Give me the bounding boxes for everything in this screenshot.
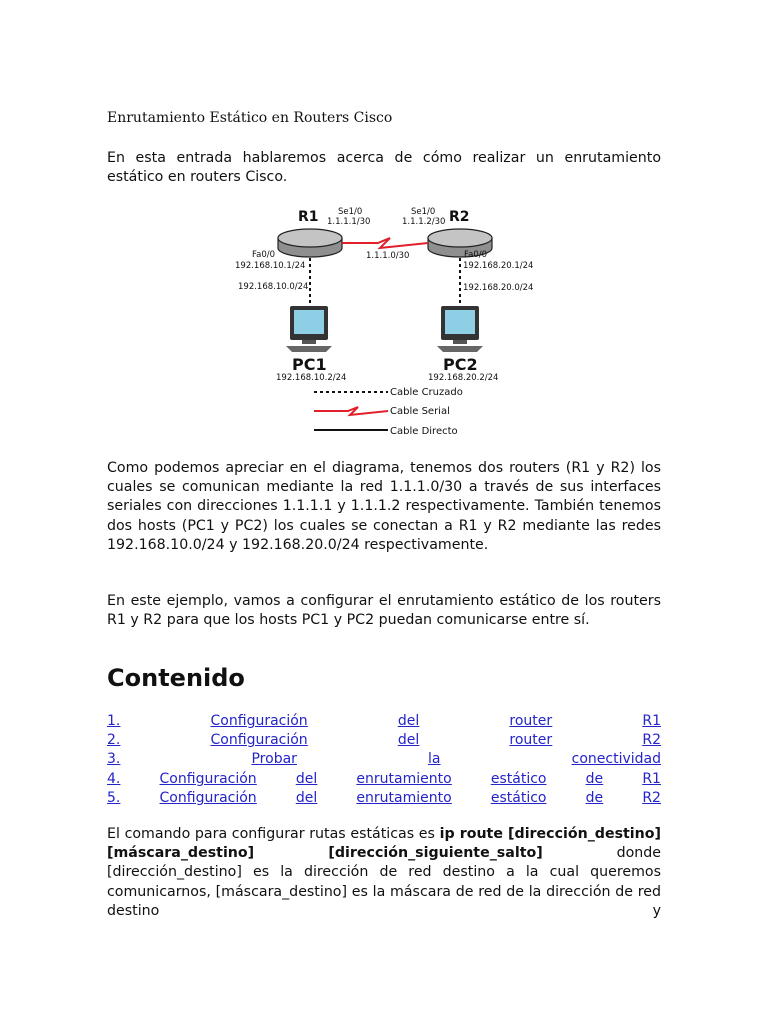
legend-serial-line [314, 407, 388, 415]
toc-link-word: del [295, 770, 318, 787]
r2-lan-net: 192.168.20.0/24 [463, 283, 534, 293]
toc-link-word: estático [490, 789, 547, 806]
command-paragraph [107, 825, 661, 921]
r1-label: R1 [298, 209, 319, 225]
contenido-heading: Contenido [107, 664, 245, 692]
toc-link-word: R2 [642, 789, 661, 806]
toc-link-2[interactable] [107, 731, 661, 750]
toc-link-word: Configuración [159, 789, 257, 806]
r2-serial-if: Se1/0 [411, 207, 436, 217]
r2-fa-ip: 192.168.20.1/24 [463, 261, 534, 271]
toc-link-word: de [585, 770, 604, 787]
toc-link-word: R2 [642, 732, 661, 749]
document-title: Enrutamiento Estático en Routers Cisco [107, 110, 393, 126]
toc-link-word: enrutamiento [356, 789, 452, 806]
toc-link-word: Configuración [159, 770, 257, 787]
pc1-ip: 192.168.10.2/24 [276, 373, 347, 383]
toc-link-word: 2. [107, 732, 121, 749]
toc-link-word: Configuración [210, 713, 308, 729]
table-of-contents [107, 712, 661, 808]
toc-link-word: R1 [642, 713, 661, 729]
toc-link-word: la [428, 751, 441, 768]
r1-serial-if: Se1/0 [338, 207, 363, 217]
toc-link-word: del [295, 789, 318, 806]
toc-link-word: 3. [107, 751, 121, 768]
example-paragraph: En este ejemplo, vamos a configurar el enrutamiento estático de los routers R1 y R2 para que los hosts PC1 y PC2 puedan comunicarse entre sí. [107, 593, 661, 629]
toc-link-word: enrutamiento [356, 770, 452, 787]
toc-link-word: Probar [251, 751, 297, 768]
toc-link-word: router [509, 713, 553, 729]
pc1-icon [286, 306, 332, 352]
command-syntax: ip route [dirección_destino] [máscara_destino] [dirección_siguiente_salto] [107, 826, 661, 862]
r2-fa-if: Fa0/0 [464, 250, 487, 260]
legend-serial-label: Cable Serial [390, 406, 450, 417]
toc-link-word: del [397, 713, 420, 729]
toc-link-3[interactable] [107, 750, 661, 769]
r1-fa-if: Fa0/0 [252, 250, 275, 260]
intro-paragraph: En esta entrada hablaremos acerca de cómo realizar un enrutamiento estático en routers Cisco. [107, 150, 661, 186]
toc-link-word: router [509, 732, 553, 749]
command-explanation-text: donde [dirección_destino] es la dirección de red destino a la cual queremos comunicarnos, [máscara_destino] es la máscara de red de la dirección de red destino y [107, 845, 661, 919]
legend-cruzado-label: Cable Cruzado [390, 387, 463, 398]
toc-link-word: R1 [642, 770, 661, 787]
toc-link-word: 4. [107, 770, 121, 787]
toc-link-word: Configuración [210, 732, 308, 749]
toc-link-word: 1. [107, 713, 121, 729]
r1-serial-ip: 1.1.1.1/30 [327, 217, 371, 227]
r2-label: R2 [449, 209, 470, 225]
toc-link-word: de [585, 789, 604, 806]
pc2-label: PC2 [443, 355, 478, 374]
toc-link-word: del [397, 732, 420, 749]
command-intro-text: El comando para configurar rutas estáticas es [107, 826, 440, 842]
toc-link-word: estático [490, 770, 547, 787]
toc-link-word: 5. [107, 789, 121, 806]
pc2-icon [437, 306, 483, 352]
diagram-description-paragraph: Como podemos apreciar en el diagrama, tenemos dos routers (R1 y R2) los cuales se comunican mediante la red 1.1.1.0/30 a través de sus interfaces seriales con direcciones 1.1.1.1 y 1.1.1.2 respectivamente. También tenemos dos hosts (PC1 y PC2) los cuales se conectan a R1 y R2 mediante las redes 192.168.10.0/24 y 192.168.20.0/24 respectivamente. [107, 460, 661, 553]
r1-lan-net: 192.168.10.0/24 [238, 282, 309, 292]
toc-link-word: conectividad [571, 751, 661, 768]
router-r1-icon [278, 229, 342, 257]
pc2-ip: 192.168.20.2/24 [428, 373, 499, 383]
serial-link [342, 238, 428, 248]
toc-link-1[interactable] [107, 712, 661, 731]
r2-serial-ip: 1.1.1.2/30 [402, 217, 446, 227]
pc1-label: PC1 [292, 355, 327, 374]
legend-directo-label: Cable Directo [390, 426, 458, 437]
toc-link-4[interactable] [107, 770, 661, 789]
r1-fa-ip: 192.168.10.1/24 [235, 261, 306, 271]
toc-link-5[interactable] [107, 789, 661, 808]
network-diagram [230, 198, 550, 442]
serial-network-label: 1.1.1.0/30 [366, 251, 410, 261]
